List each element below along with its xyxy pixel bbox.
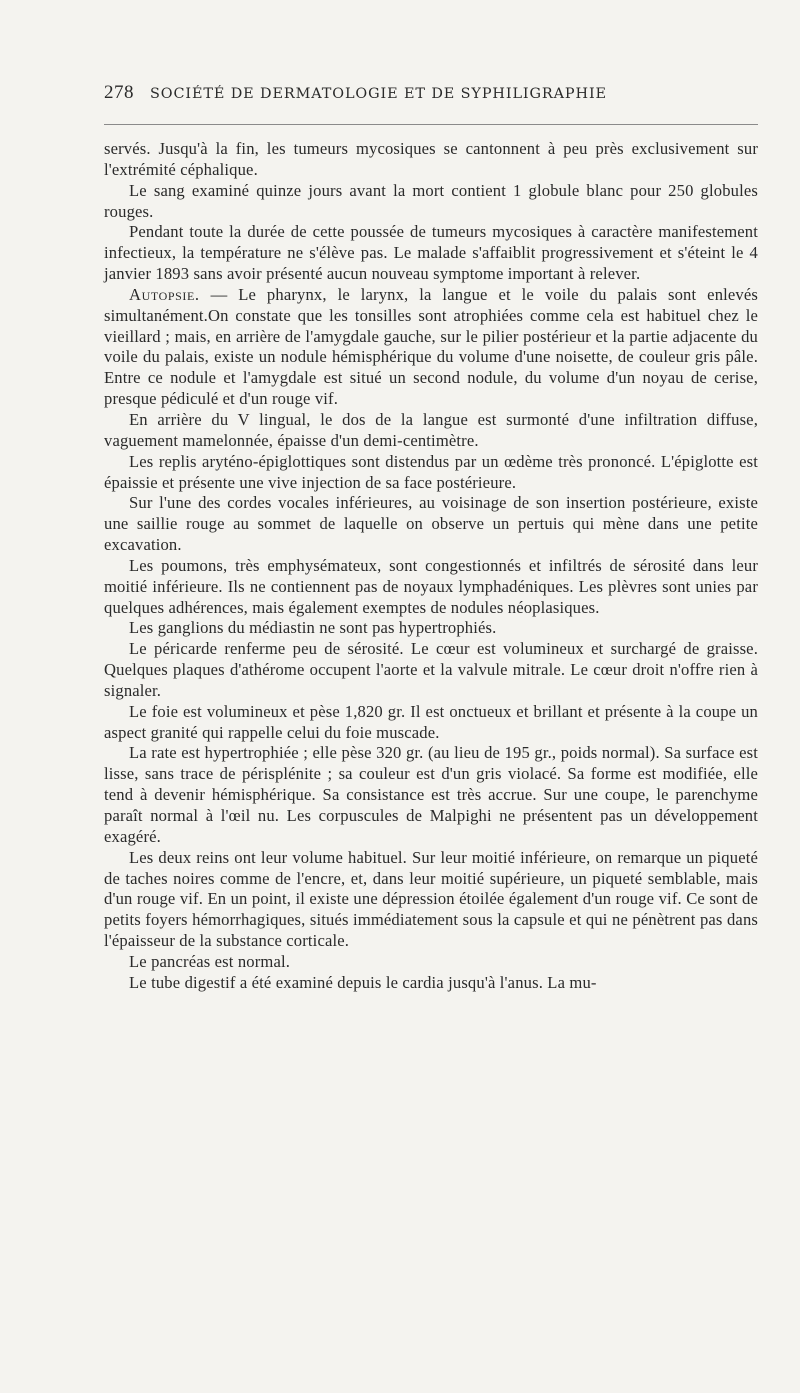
paragraph: Autopsie. — Le pharynx, le larynx, la langue et le voile du palais sont enlevés simultanément.On constate que les tonsilles sont atrophiées comme cela est habituel chez le vieillard ; mais, en arrière de l'amygdale gauche, sur le pilier postérieur et la partie adjacente du voile du palais, existe un nodule hémisphérique du volume d'une noisette, de couleur gris pâle. Entre ce nodule et l'amygdale est situé un second nodule, du volume d'un noyau de cerise, presque pédiculé et d'un rouge vif. bbox=[104, 284, 758, 409]
paragraph: servés. Jusqu'à la fin, les tumeurs mycosiques se cantonnent à peu près exclusivement sur l'extrémité céphalique. bbox=[104, 139, 758, 179]
paragraph: Les replis aryténo-épiglottiques sont distendus par un œdème très prononcé. L'épiglotte est épaissie et présente une vive injection de sa face postérieure. bbox=[104, 451, 758, 492]
paragraph: Les ganglions du médiastin ne sont pas hypertrophiés. bbox=[129, 618, 497, 638]
page-header bbox=[104, 82, 758, 110]
paragraph: La rate est hypertrophiée ; elle pèse 320 gr. (au lieu de 195 gr., poids normal). Sa surface est lisse, sans trace de périsplénite ; sa couleur est d'un gris violacé. Sa forme est modifiée, elle tend à devenir hémisphérique. Sa consistance est très accrue. Sur une coupe, le parenchyme paraît normal à l'œil nu. Les corpuscules de Malpighi ne présentent pas un développement exagéré. bbox=[104, 743, 758, 846]
paragraph: Les poumons, très emphysémateux, sont congestionnés et infiltrés de sérosité dans leur moitié inférieure. Ils ne contiennent pas de noyaux lymphadéniques. Les plèvres sont unies par quelques adhérences, mais également exemptes de nodules néoplasiques. bbox=[104, 555, 758, 617]
paragraph: Le pancréas est normal. bbox=[129, 951, 291, 971]
paragraph: Le péricarde renferme peu de sérosité. Le cœur est volumineux et surchargé de graisse. Quelques plaques d'athérome occupent l'aorte et la valvule mitrale. Le cœur droit n'offre rien à signaler. bbox=[104, 639, 758, 700]
paragraph: Le tube digestif a été examiné depuis le cardia jusqu'à l'anus. La mu- bbox=[129, 972, 597, 992]
paragraph: Les deux reins ont leur volume habituel. Sur leur moitié inférieure, on remarque un piqueté de taches noires comme de l'encre, et, dans leur moitié supérieure, un piqueté semblable, mais d'un rouge vif. En un point, il existe une dépression étoilée également d'un rouge vif. Ce sont de petits foyers hémorrhagiques, situés immédiatement sous la capsule et qui ne pénètrent pas dans l'épaisseur de la substance corticale. bbox=[104, 847, 758, 951]
header-rule bbox=[104, 124, 758, 125]
body-text bbox=[104, 139, 758, 994]
paragraph: Sur l'une des cordes vocales inférieures, au voisinage de son insertion postérieure, existe une saillie rouge au sommet de laquelle on observe un pertuis qui mène dans une petite excavation. bbox=[104, 493, 758, 555]
section-lead: Autopsie. bbox=[129, 284, 200, 304]
paragraph: Pendant toute la durée de cette poussée de tumeurs mycosiques à caractère manifestement infectieux, la température ne s'élève pas. Le malade s'affaiblit progressivement et s'éteint le 4 janvier 1893 sans avoir présenté aucun nouveau symptome important à relever. bbox=[104, 222, 758, 284]
paragraph: Le foie est volumineux et pèse 1,820 gr. Il est onctueux et brillant et présente à la coupe un aspect granité qui rappelle celui du foie muscade. bbox=[104, 701, 758, 742]
page-number: 278 bbox=[104, 82, 134, 103]
running-title: SOCIÉTÉ DE DERMATOLOGIE ET DE SYPHILIGRAPHIE bbox=[150, 86, 607, 102]
paragraph: Le sang examiné quinze jours avant la mort contient 1 globule blanc pour 250 globules rouges. bbox=[104, 180, 758, 221]
paragraph: En arrière du V lingual, le dos de la langue est surmonté d'une infiltration diffuse, vaguement mamelonnée, épaisse d'un demi-centimètre. bbox=[104, 409, 758, 450]
